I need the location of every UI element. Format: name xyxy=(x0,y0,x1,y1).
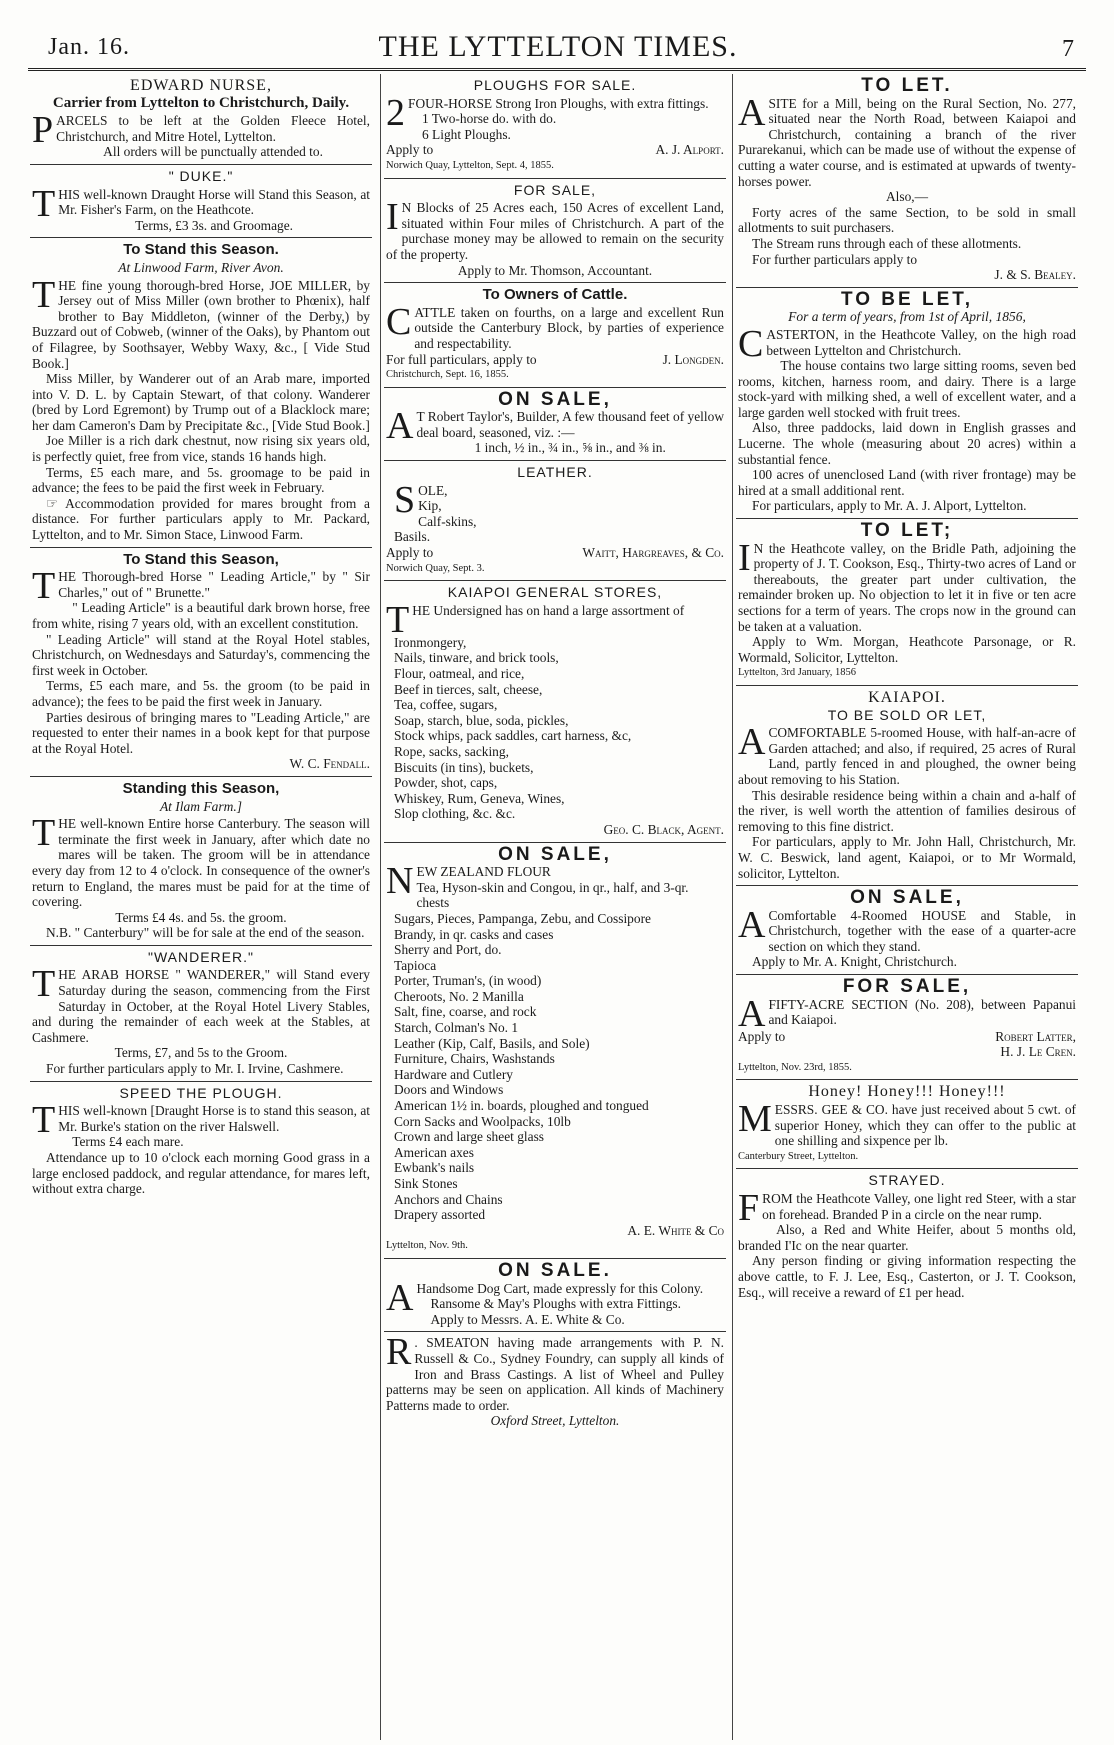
ad-paragraph: Also, three paddocks, laid down in English grasses and Lucerne. The whole (measuring about 20 acres) within a substantial fence. xyxy=(738,420,1076,467)
ad-signature: Geo. C. Black, Agent. xyxy=(603,821,724,837)
ad-line: 1 Two-horse do. with do. xyxy=(422,111,557,127)
ad-dateline: Lyttelton, 3rd January, 1856 xyxy=(738,667,857,679)
list-item: American axes xyxy=(394,1144,474,1160)
ad-knight-house xyxy=(736,886,1078,975)
list-item: Tea, Hyson-skin and Congou, in qr., half, and 3-qr. chests xyxy=(416,879,689,911)
ad-casterton xyxy=(736,288,1078,519)
drop-cap: T xyxy=(32,182,56,225)
list-item: OLE, xyxy=(418,482,448,498)
ad-fifty-acre xyxy=(736,975,1078,1080)
list-item: Powder, shot, caps, xyxy=(394,775,498,791)
ad-heading: To Stand this Season, xyxy=(123,550,279,568)
list-item: Furniture, Chairs, Washstands xyxy=(394,1051,555,1067)
ad-dateline: Christchurch, Sept. 16, 1855. xyxy=(386,369,509,381)
list-item: Soap, starch, blue, soda, pickles, xyxy=(394,712,569,728)
list-item: Corn Sacks and Woolpacks, 10lb xyxy=(394,1113,571,1129)
list-item: Ewbank's nails xyxy=(394,1160,475,1176)
ad-dateline: Canterbury Street, Lyttelton. xyxy=(738,1150,859,1162)
ad-body: . SMEATON having made arrangements with P. N. Russell & Co., Sydney Foundry, can supply all kinds of Iron and Brass Castings. A list of Wheel and Pulley patterns may be seen on application. All kinds of Machinery Patterns made to order. xyxy=(386,1335,724,1413)
ad-line: 1 inch, ½ in., ¾ in., ⅝ in., and ⅜ in. xyxy=(474,440,666,456)
ad-heading: TO LET. xyxy=(861,75,953,96)
ad-heading: To Stand this Season. xyxy=(123,241,279,259)
ad-paragraph: The house contains two large sitting rooms, seven bed rooms, kitchen, harness room, and dairy. There is a large stock-yard with milking shed, a well of excellent water, and a large garden well stocked with fruit trees. xyxy=(738,358,1076,420)
ad-paragraph: ☞ Accommodation provided for mares brought from a distance. For further particulars apply to Mr. Packard, Lyttelton, and to Mr. Simon Stace, Linwood Farm. xyxy=(32,495,370,543)
ad-paragraph: Miss Miller, by Wanderer out of an Arab mare, imported into V. D. L. by Captain Stewart, of that colony. Wanderer (bred by Lord Egremont) by Trump out of a Blacklock mare; her dam Cameron's Dam by Precipitate &c., [Vide Stud Book.] xyxy=(32,371,370,433)
ad-address: Oxford Street, Lyttelton. xyxy=(490,1413,620,1429)
ad-paragraph: For further particulars apply to Mr. I. Irvine, Cashmere. xyxy=(46,1061,344,1077)
list-item: Calf-skins, xyxy=(418,513,477,529)
ad-heading: FOR SALE, xyxy=(842,976,972,998)
ad-paragraph: " Leading Article" is a beautiful dark brown horse, free from white, rising 7 years old, with an excellent constitution. xyxy=(32,600,370,631)
list-item: Tapioca xyxy=(394,957,437,973)
list-item: Drapery assorted xyxy=(394,1207,486,1223)
list-item: Cheroots, No. 2 Manilla xyxy=(394,988,524,1004)
ad-body: ARCELS to be left at the Golden Fleece Hotel, Christchurch, and Mitre Hotel, Lyttelton. xyxy=(56,113,370,144)
list-item: Whiskey, Rum, Geneva, Wines, xyxy=(394,790,565,806)
ad-dateline: Lyttelton, Nov. 9th. xyxy=(386,1240,468,1252)
drop-cap: M xyxy=(738,1098,772,1141)
ad-paragraph: For further particulars apply to xyxy=(752,251,918,267)
ad-apply: Apply to Mr. A. Knight, Christchurch. xyxy=(752,954,957,970)
ad-body: T Robert Taylor's, Builder, A few thousand feet of yellow deal board, seasoned, viz. :— xyxy=(416,409,724,440)
list-item: Tea, coffee, sugars, xyxy=(394,697,498,713)
ad-heading: "WANDERER." xyxy=(148,948,254,965)
ad-paragraph: Forty acres of the same Section, to be sold in small allotments to suit purchasers. xyxy=(738,204,1076,236)
ad-edward-nurse xyxy=(30,74,372,165)
ad-paragraph: Ransome & May's Ploughs with extra Fittings. xyxy=(430,1296,681,1312)
list-item: Porter, Truman's, (in wood) xyxy=(394,973,542,989)
ad-paragraph: Attendance up to 10 o'clock each morning Good grass in a large enclosed paddock, and regular attendance, for mares left, without extra charge. xyxy=(32,1150,370,1197)
ad-paragraph: Terms, £5 each mare, and 5s. groomage to be paid in advance; the fees to be paid the first week in February. xyxy=(32,464,370,496)
ad-paragraph: This desirable residence being within a chain and a-half of the river, is well worth the attention of families desirous of removing to this fine district. xyxy=(738,787,1076,834)
ad-paragraph: Terms, £5 each mare, and 5s. the groom (to be paid in advance); the fees to be paid the first week in January. xyxy=(32,678,370,709)
ad-mill-site xyxy=(736,74,1078,288)
drop-cap: R xyxy=(386,1331,412,1374)
ad-note: All orders will be punctually attended to. xyxy=(103,144,323,160)
list-item: Beef in tierces, salt, cheese, xyxy=(394,681,543,697)
ad-body: ASTERTON, in the Heathcote Valley, on the high road between Lyttelton and Christchurch. xyxy=(766,326,1076,358)
list-item: Flour, oatmeal, and rice, xyxy=(394,666,525,681)
drop-cap: A xyxy=(738,903,766,946)
ad-heading: ON SALE, xyxy=(850,887,964,909)
ad-body: Comfortable 4-Roomed HOUSE and Stable, in Christchurch, together with the ease of a quarter-acre section on which they stand. xyxy=(768,907,1076,954)
ad-body: EW ZEALAND FLOUR xyxy=(416,864,551,880)
issue-date: Jan. 16. xyxy=(48,34,130,60)
ad-heading: TO BE LET, xyxy=(840,288,974,310)
list-item: Sink Stones xyxy=(394,1176,458,1191)
drop-cap: I xyxy=(738,536,751,579)
ad-signature: A. E. White & Co xyxy=(627,1222,724,1238)
list-item: Brandy, in qr. casks and cases xyxy=(394,926,554,942)
column-1 xyxy=(30,74,372,1740)
ad-body: N Blocks of 25 Acres each, 150 Acres of excellent Land, situated within Four miles of Christchurch. A part of the purchase money may be allowed to remain on the security of the property. xyxy=(386,200,724,262)
ad-leading-article xyxy=(30,548,372,777)
ad-apply: Apply to xyxy=(386,545,434,561)
ad-line: 6 Light Ploughs. xyxy=(422,126,511,142)
ad-body: SITE for a Mill, being on the Rural Section, No. 277, situated near the North Road, between Kaiapoi and Christchurch, containing a branch of the river Purarekanui, which can be made use of without the expense of cutting a water course, and is estimated at upwards of twenty-horses power. xyxy=(738,95,1076,189)
ad-heading: ON SALE, xyxy=(498,388,612,410)
drop-cap: 2 xyxy=(386,91,405,134)
newspaper-title: THE LYTTELTON TIMES. xyxy=(378,30,738,63)
list-item: Sherry and Port, do. xyxy=(394,942,502,958)
ad-robert-taylor xyxy=(384,388,726,461)
drop-cap: A xyxy=(386,1276,414,1319)
ad-heading: TO LET; xyxy=(860,520,954,542)
list-item: Kip, xyxy=(418,498,442,514)
ad-heading: STRAYED. xyxy=(868,1172,946,1189)
ad-land-blocks xyxy=(384,179,726,284)
ad-body: ESSRS. GEE & CO. have just received about 5 cwt. of superior Honey, which they can offer to the public at one shilling and sixpence per lb. xyxy=(774,1102,1076,1149)
ad-speed-the-plough xyxy=(30,1082,372,1201)
list-item: Biscuits (in tins), buckets, xyxy=(394,759,534,775)
list-item: Crown and large sheet glass xyxy=(394,1129,544,1145)
list-item: Hardware and Cutlery xyxy=(394,1066,513,1082)
ad-paragraph: The Stream runs through each of these allotments. xyxy=(752,235,1022,251)
drop-cap: C xyxy=(738,322,764,365)
ad-paragraph: For particulars, apply to Mr. John Hall, Christchurch, Mr. W. C. Beswick, land agent, Kaiapoi, or to Mr Wormald, solicitor, Lyttelton. xyxy=(738,834,1076,881)
ad-subheading: TO BE SOLD OR LET, xyxy=(827,706,987,723)
drop-cap: T xyxy=(386,598,410,641)
ad-paragraph: " Leading Article" will stand at the Royal Hotel stables, Christchurch, on Wednesdays and Saturday's, commencing the first week in October. xyxy=(32,631,370,678)
column-divider xyxy=(380,74,381,1740)
ad-apply: For full particulars, apply to xyxy=(386,351,537,367)
ad-paragraph: Also, a Red and White Heifer, about 5 months old, branded I'Ic on the near quarter. xyxy=(738,1222,1076,1253)
ad-signature: W. C. Fendall. xyxy=(289,756,370,772)
list-item: Doors and Windows xyxy=(394,1082,504,1098)
ad-signature: J. & S. Bealey. xyxy=(994,267,1076,283)
ad-paragraph: Parties desirous of bringing mares to "Leading Article," are requested to enter their names in a book kept for that purpose at the Royal Hotel. xyxy=(32,709,370,756)
ad-body: HIS well-known Draught Horse will Stand this Season, at Mr. Fisher's Farm, on the Heathcote. xyxy=(58,186,370,218)
ad-apply: Apply to Mr. Thomson, Accountant. xyxy=(457,262,653,278)
ad-body: HE well-known Entire horse Canterbury. The season will terminate the first week in January, after which date no mares will be taken. The groom will be in attendance every day from 12 to 4 o'clock. In consequence of the owner's return to England, the mares must be paid for at the time of covering. xyxy=(32,816,370,910)
ad-heathcote-land xyxy=(736,519,1078,686)
ad-heading: Honey! Honey!!! Honey!!! xyxy=(808,1083,1006,1101)
ad-heading: PLOUGHS FOR SALE. xyxy=(473,77,637,93)
ad-body: FIFTY-ACRE SECTION (No. 208), between Papanui and Kaiapoi. xyxy=(768,996,1076,1028)
ad-apply: Apply to xyxy=(738,1028,786,1044)
drop-cap: A xyxy=(386,405,414,448)
drop-cap: A xyxy=(738,91,766,134)
ad-signature: H. J. Le Cren. xyxy=(1000,1044,1076,1060)
ad-body: ROM the Heathcote Valley, one light red Steer, with a star on forehead. Branded P in a circle on the near rump. xyxy=(762,1191,1076,1222)
list-item: Ironmongery, xyxy=(394,634,467,650)
ad-paragraph: Any person finding or giving information respecting the above cattle, to F. J. Lee, Esq., Casterton, or J. T. Cookson, Esq., will receive a reward of £1 per head. xyxy=(738,1253,1076,1300)
ad-leather xyxy=(384,461,726,581)
ad-subheading: Carrier from Lyttelton to Christchurch, Daily. xyxy=(52,94,350,111)
column-3 xyxy=(736,74,1078,1740)
ad-subheading: For a term of years, from 1st of April, 1856, xyxy=(788,309,1026,325)
column-divider xyxy=(732,74,733,1740)
drop-cap: A xyxy=(738,992,766,1035)
ad-terms: Terms £4 4s. and 5s. the groom. xyxy=(115,909,287,925)
ad-kaiapoi-house xyxy=(736,686,1078,886)
drop-cap: T xyxy=(32,1099,56,1142)
ad-heading: ON SALE, xyxy=(498,843,612,865)
ad-kaiapoi-stores xyxy=(384,581,726,842)
list-item: Starch, Colman's No. 1 xyxy=(394,1020,519,1036)
list-item: Anchors and Chains xyxy=(394,1191,503,1207)
list-item: Nails, tinware, and brick tools, xyxy=(394,650,559,666)
list-item: Sugars, Pieces, Pampanga, Zebu, and Cossipore xyxy=(394,910,651,926)
ad-dateline: Norwich Quay, Lyttelton, Sept. 4, 1855. xyxy=(386,159,554,171)
ad-signature: Robert Latter, xyxy=(995,1028,1076,1044)
ad-heading: To Owners of Cattle. xyxy=(482,286,628,304)
ad-body: HE ARAB HORSE " WANDERER," will Stand every Saturday during the season, commencing from the First Saturday in October, at the Royal Hotel Livery Stables, and during the remainder of each week at the Stables, at Cashmere. xyxy=(32,967,370,1045)
ad-heading: KAIAPOI GENERAL STORES, xyxy=(447,584,663,601)
ad-body: N the Heathcote valley, on the Bridle Path, adjoining the property of J. T. Cookson, Esq., Thirty-two acres of Land or thereabouts, the greater part under cultivation, the remainder broken up. No objection to let it in five or ten acre sections for a term of years. The crops now in the ground can be taken at a valuation. xyxy=(738,540,1076,634)
ad-subheading: At Ilam Farm.] xyxy=(159,798,243,814)
ad-paragraph: N.B. " Canterbury" will be for sale at the end of the season. xyxy=(46,925,365,941)
ad-body: HE Undersigned has on hand a large assortment of xyxy=(412,602,685,618)
ad-cattle xyxy=(384,283,726,388)
ad-body: COMFORTABLE 5-roomed House, with half-an-acre of Garden attached; and also, if required, 25 acres of Rural Land, partly fenced in and ploughed, the owner being about removing to his Station. xyxy=(738,725,1076,787)
ad-paragraph: Joe Miller is a rich dark chestnut, now rising six years old, is perfectly quiet, free from vice, stands 16 hands high. xyxy=(32,433,370,465)
masthead-rule xyxy=(28,68,1086,71)
ad-ploughs xyxy=(384,74,726,179)
ad-heading: FOR SALE, xyxy=(513,181,597,198)
ad-heading: SPEED THE PLOUGH. xyxy=(119,1084,283,1101)
drop-cap: N xyxy=(386,860,414,903)
ad-nz-flour xyxy=(384,843,726,1259)
drop-cap: S xyxy=(394,478,416,521)
drop-cap: I xyxy=(386,196,399,239)
ad-signature: Waitt, Hargreaves, & Co. xyxy=(582,545,724,561)
ad-apply: Apply to xyxy=(386,142,434,158)
ad-body: HIS well-known [Draught Horse is to stand this season, at Mr. Burke's station on the river Halswell. xyxy=(58,1103,370,1134)
ad-line: Also,— xyxy=(885,189,929,205)
list-item: Stock whips, pack saddles, cart harness, &c, xyxy=(394,728,632,744)
ad-duke xyxy=(30,165,372,238)
ad-subheading: At Linwood Farm, River Avon. xyxy=(118,259,284,275)
list-item: Slop clothing, &c. &c. xyxy=(394,806,516,822)
ad-paragraph: For particulars, apply to Mr. A. J. Alport, Lyttelton. xyxy=(752,498,1027,514)
masthead xyxy=(28,30,1088,70)
list-item: Leather (Kip, Calf, Basils, and Sole) xyxy=(394,1035,590,1051)
ad-paragraph: Apply to Wm. Morgan, Heathcote Parsonage, or R. Wormald, Solicitor, Lyttelton. xyxy=(738,634,1076,665)
drop-cap: C xyxy=(386,300,412,343)
drop-cap: T xyxy=(32,273,56,316)
ad-dateline: Lyttelton, Nov. 23rd, 1855. xyxy=(738,1061,852,1073)
list-item: Basils. xyxy=(394,529,431,545)
ad-body: Handsome Dog Cart, made expressly for this Colony. xyxy=(416,1280,704,1296)
list-item: American 1½ in. boards, ploughed and tongued xyxy=(394,1098,649,1114)
ad-canterbury xyxy=(30,777,372,946)
ad-signature: A. J. Alport. xyxy=(655,142,724,158)
ad-heading: KAIAPOI. xyxy=(868,688,946,706)
page-number: 7 xyxy=(1062,36,1074,62)
ad-smeaton xyxy=(384,1332,726,1433)
ad-dog-cart xyxy=(384,1259,726,1332)
ad-body: HE Thorough-bred Horse " Leading Article," by " Sir Charles," out of " Brunette." xyxy=(58,569,370,600)
drop-cap: F xyxy=(738,1187,760,1229)
ad-strayed xyxy=(736,1169,1078,1304)
drop-cap: T xyxy=(32,812,56,855)
ad-terms: Terms, £3 3s. and Groomage. xyxy=(135,217,294,233)
ad-heading: EDWARD NURSE, xyxy=(130,77,272,94)
list-item: Salt, fine, coarse, and rock xyxy=(394,1004,537,1020)
ad-body: ATTLE taken on fourths, on a large and excellent Run outside the Canterbury Block, by parties of experience and respectability. xyxy=(414,304,724,351)
ad-signature: J. Longden. xyxy=(662,351,724,367)
drop-cap: A xyxy=(738,721,766,764)
ad-heading: " DUKE." xyxy=(168,167,234,184)
ad-heading: Standing this Season, xyxy=(122,779,280,797)
ad-heading: LEATHER. xyxy=(517,464,593,481)
drop-cap: P xyxy=(32,109,54,152)
column-2 xyxy=(384,74,726,1740)
ad-paragraph: 100 acres of unenclosed Land (with river frontage) may be hired at a small additional rent. xyxy=(738,467,1076,498)
ad-joe-miller xyxy=(30,238,372,547)
drop-cap: T xyxy=(32,963,56,1006)
ad-apply: Apply to Messrs. A. E. White & Co. xyxy=(430,1311,625,1327)
ad-heading: ON SALE. xyxy=(498,1259,612,1281)
ad-body: HE fine young thorough-bred Horse, JOE MILLER, by Jersey out of Miss Miller (own brother to Phœnix), half brother to Bay Middleton, (winner of the Derby,) by Buzzard out of Cobweb, (winner of the Oaks), by Phantom out of Filagree, by Soothsayer, Webby Waxy, &c., [ Vide Stud Book.] xyxy=(32,277,370,371)
list-item: Rope, sacks, sacking, xyxy=(394,743,509,759)
ad-dateline: Norwich Quay, Sept. 3. xyxy=(386,562,485,574)
ad-wanderer xyxy=(30,946,372,1082)
ad-honey xyxy=(736,1080,1078,1169)
ad-body: FOUR-HORSE Strong Iron Ploughs, with extra fittings. xyxy=(408,95,709,111)
ad-terms: Terms, £7, and 5s to the Groom. xyxy=(114,1045,288,1061)
drop-cap: T xyxy=(32,565,56,608)
ad-terms: Terms £4 each mare. xyxy=(72,1134,184,1150)
